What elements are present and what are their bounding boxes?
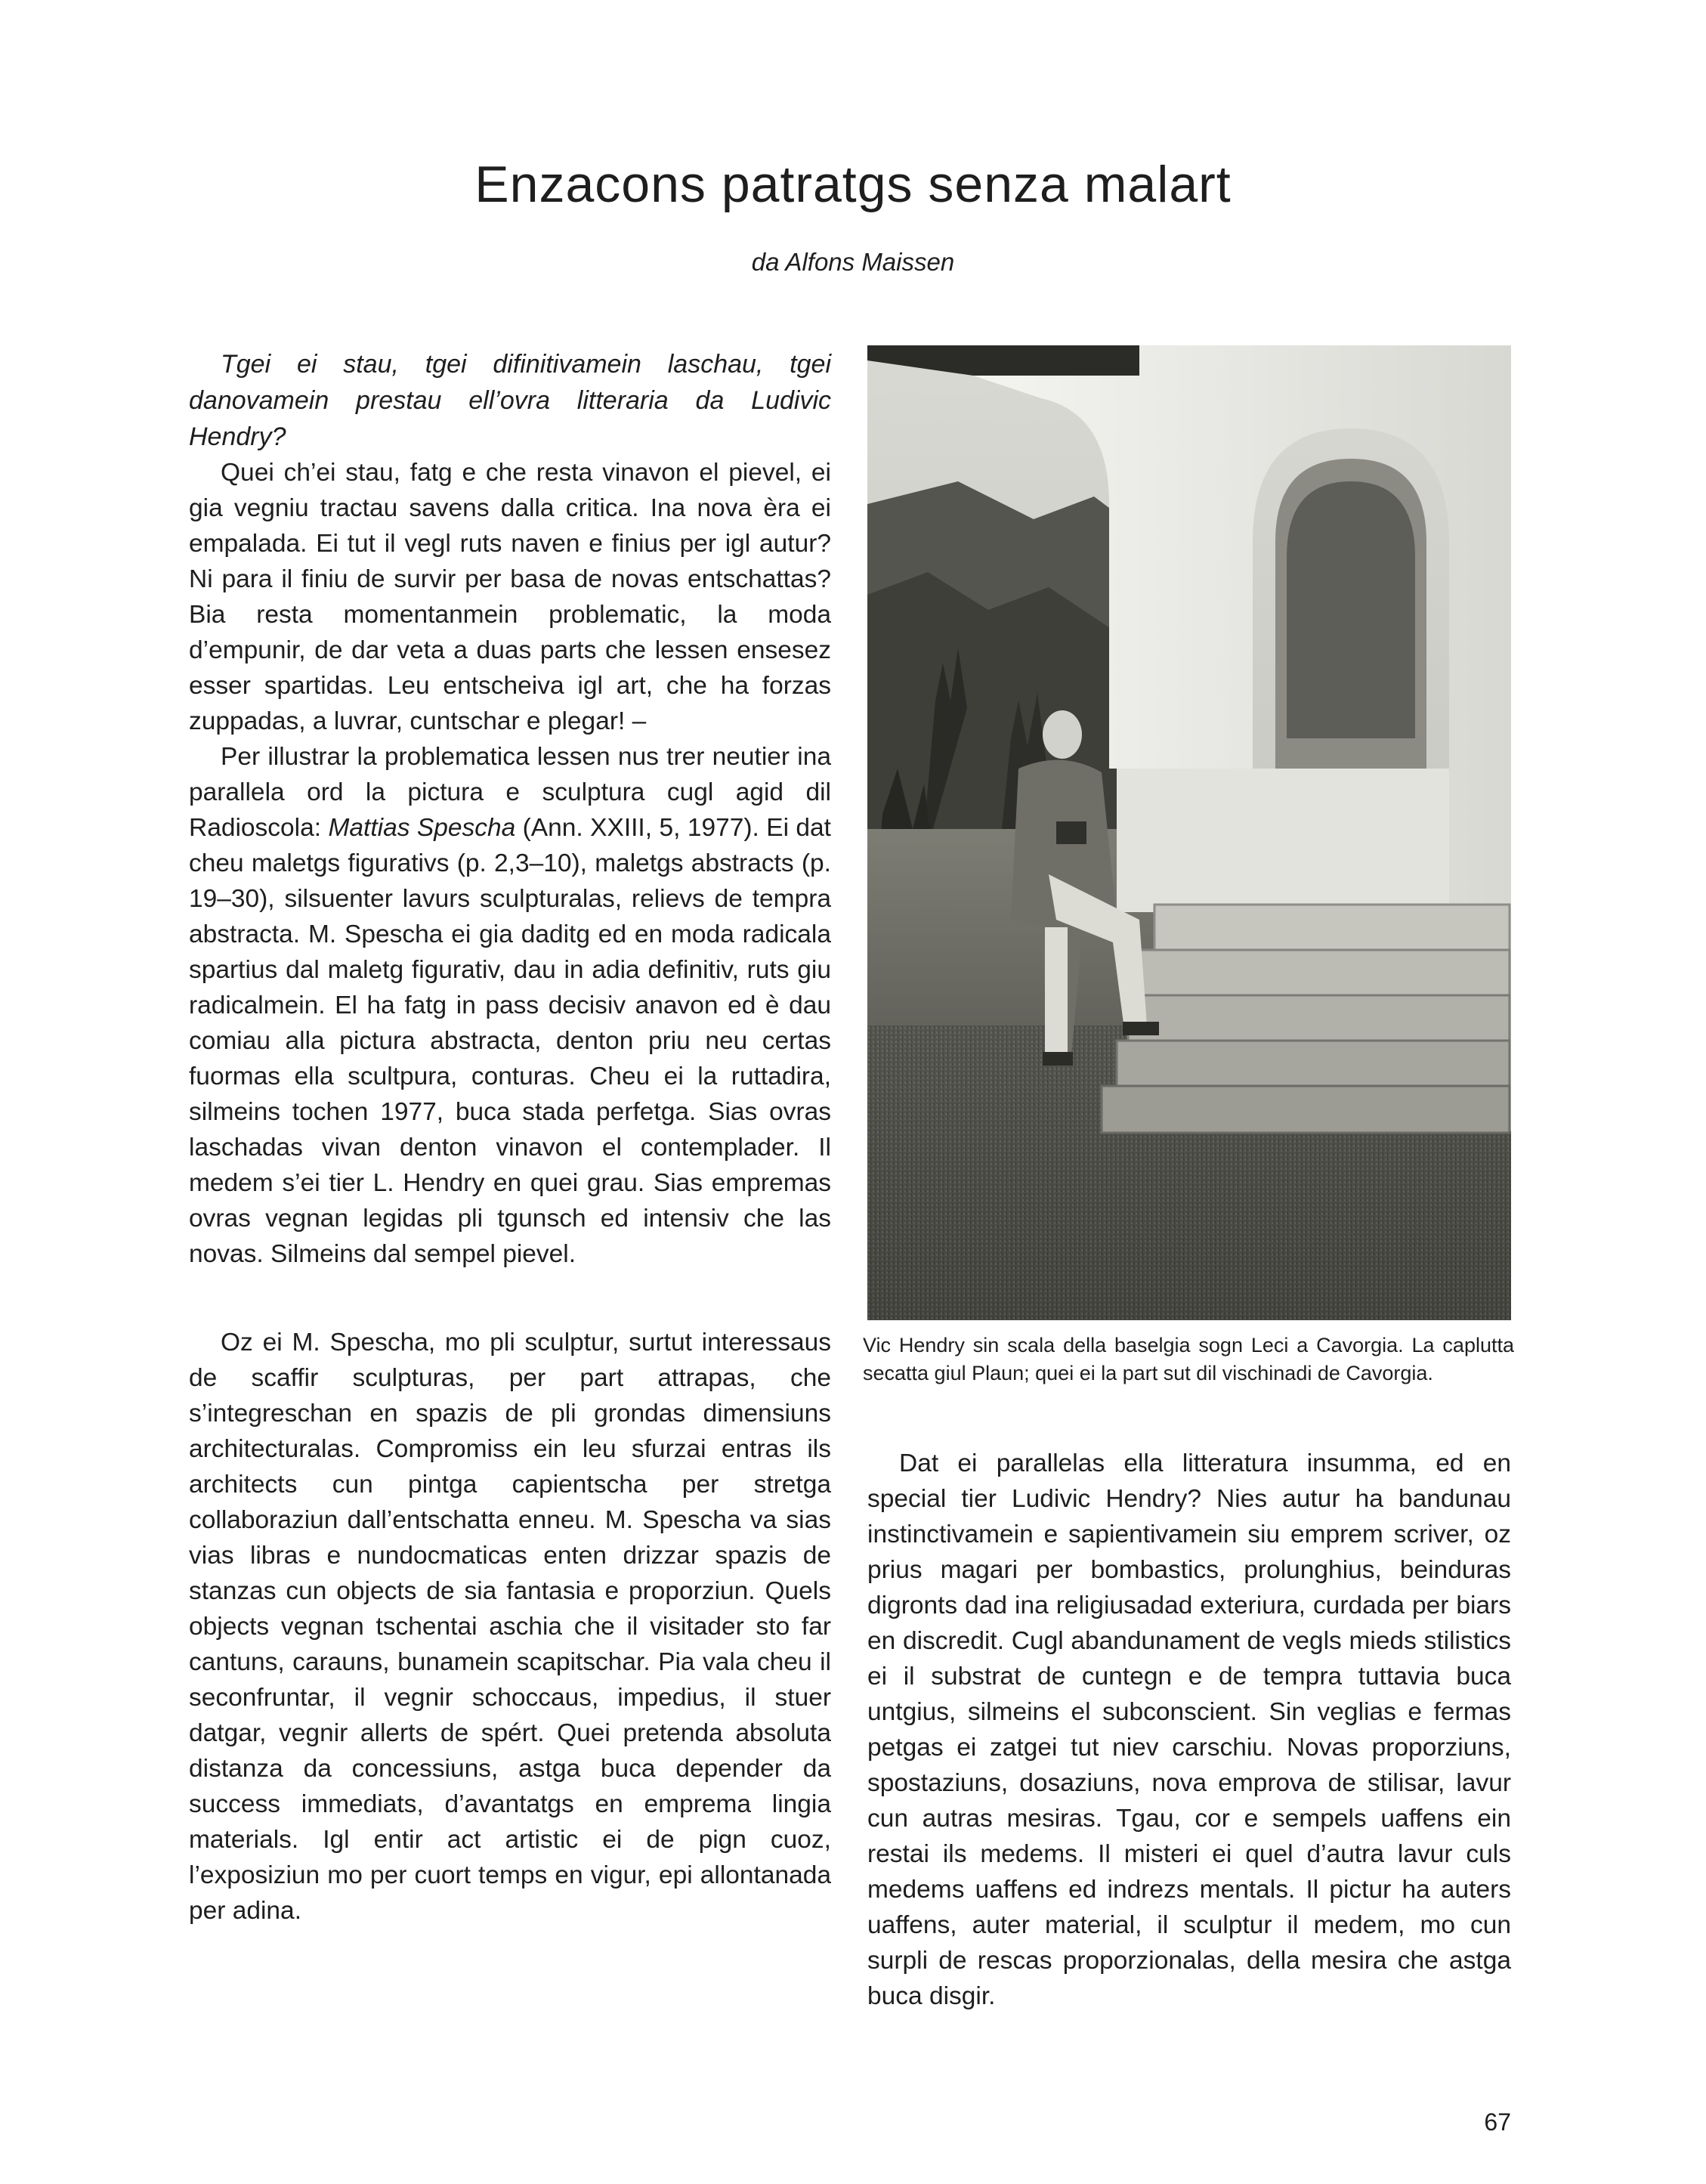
- left-column: [189, 346, 831, 1929]
- paragraph-2-text-a: Per illustrar la problematica lessen nus trer neutier ina parallela ord la pictura e sculptura cugl agid dil Radioscola:: [189, 743, 831, 842]
- article-byline: da Alfons Maissen: [751, 248, 955, 276]
- paragraph-1: Quei ch’ei stau, fatg e che resta vinavon el pievel, ei gia vegniu tractau savens dalla critica. Ina nova èra ei empalada. Ei tut il vegl ruts naven e finius per igl autur? Ni para il finiu de survir per basa de novas entschattas? Bia resta momentanmein problematic, la moda d’empunir, de dar veta a duas parts che lessen ensesez esser spartidas. Leu entscheiva igl art, che ha forzas zuppadas, a luvrar, cuntschar e plegar! –: [189, 459, 831, 735]
- stone-steps: [1102, 905, 1510, 1133]
- right-column: [867, 1446, 1511, 2014]
- paragraph-2: [189, 739, 831, 1272]
- paragraph-3: Oz ei M. Spescha, mo pli sculptur, surtut interessaus de scaffir sculpturas, per part attrapas, che s’integreschan en spazis de pli grondas dimensiuns architecturalas. Compromiss ein leu sfurzai entras ils architects cun pintga capientscha per stretga collaboraziun dall’entschatta enneu. M. Spescha va sias vias libras e nundocmaticas enten drizzar spazis de stanzas cun objects de sia fantasia e proporziun. Quels objects vegnan tschentai aschia che il visitader sto far cantuns, carauns, bunamein scapitschar. Pia vala cheu il seconfruntar, il vegnir schoccaus, impedius, il stuer datgar, vegnir allerts de spért. Quei pretenda absoluta distanza da concessiuns, astga buca depender da success immediats, d’avantatgs en emprema lingia materials. Igl entir act artistic ei de pign cuoz, l’exposiziun mo per cuort temps en vigur, epi allontanada per adina.: [189, 1329, 831, 1925]
- article-intro: Tgei ei stau, tgei difinitivamein laschau, tgei danovamein prestau ell’ovra litteraria da Ludivic Hendry?: [189, 350, 831, 451]
- paragraph-2-title-italic: Mattias Spescha: [328, 814, 516, 842]
- page-number: 67: [1484, 2108, 1511, 2136]
- paragraph-2-text-b: (Ann. XXIII, 5, 1977). Ei dat cheu maletgs figurativs (p. 2,3–10), maletgs abstracts (p. 19–30), silsuenter lavurs sculpturalas, relievs de tempra abstracta. M. Spescha ei gia daditg ed en moda radicala spartius dal maletg figurativ, dau in adia definitiv, ruts giu radicalmein. El ha fatg in pass decisiv anavon ed è dau comiau alla pictura abstracta, denton priu neu certas fuormas ella scultpura, conturas. Cheu ei la ruttadira, silmeins tochen 1977, buca stada perfetga. Sias ovras laschadas vivan denton vinavon el contemplader. Il medem s’ei tier L. Hendry en quei grau. Sias empremas ovras vegnan legidas pli tgunsch ed intensiv che las novas. Silmeins dal sempel pievel.: [189, 814, 831, 1268]
- photo-caption: Vic Hendry sin scala della baselgia sogn Leci a Cavorgia. La caplutta secatta giul Plaun; quei ei la part sut dil vischinadi de Cavorgia.: [863, 1334, 1514, 1384]
- photo-man-on-church-steps: [867, 345, 1511, 1320]
- article-title: Enzacons patratgs senza malart: [474, 156, 1232, 213]
- photo-illustration: [867, 345, 1511, 1320]
- paragraph-4: Dat ei parallelas ella litteratura insumma, ed en special tier Ludivic Hendry? Nies autur ha bandunau instinctivamein e sapientivamein siu emprem scriver, oz prius magari per bombastics, prolunghius, beinduras digronts dad ina religiusadad exteriura, curdada per biars en discredit. Cugl abandunament de vegls mieds stilistics ei il substrat de cuntegn e de tempra tuttavia buca untgius, silmeins el subconscient. Sin veglias e fermas petgas ei zatgei tut niev carschiu. Novas proporziuns, spostaziuns, dosaziuns, nova emprova de stilisar, lavur cun autras mesiras. Tgau, cor e sempels uaffens ein restai ils medems. Il misteri ei quel d’autra lavur culs medems uaffens ed indrezs mentals. Il pictur ha auters uaffens, auter material, il sculptur il medem, mo cun surpli de rescas proporzionalas, della mesira che astga buca disgir.: [867, 1449, 1511, 2010]
